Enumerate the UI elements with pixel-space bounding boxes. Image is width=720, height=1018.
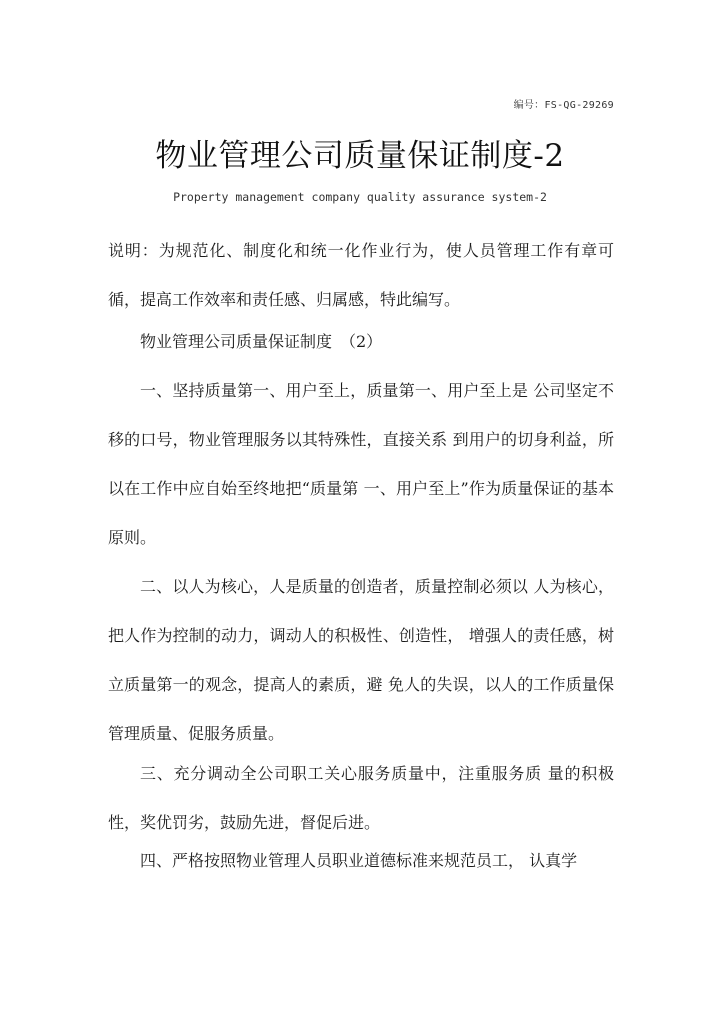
section-heading: 物业管理公司质量保证制度 （2） xyxy=(140,332,383,351)
intro-paragraph: 说明：为规范化、制度化和统一化作业行为，使人员管理工作有章可循，提高工作效率和责任感、归属感，特此编写。 xyxy=(108,241,614,309)
paragraph-3: 三、充分调动全公司职工关心服务质量中，注重服务质 量的积极性，奖优罚劣，鼓励先进，督促后进。 xyxy=(108,764,614,832)
document-subtitle: Property management company quality assurance system-2 xyxy=(173,190,547,204)
paragraph-2: 二、以人为核心，人是质量的创造者，质量控制必须以 人为核心，把人作为控制的动力，调动人的积极性、创造性， 增强人的责任感，树立质量第一的观念，提高人的素质，避 免人的失误，以人的工作质量保管理质量、促服务质量。 xyxy=(108,577,614,743)
document-number: 编号：FS-QG-29269 xyxy=(513,100,614,111)
paragraph-1: 一、坚持质量第一、用户至上，质量第一、用户至上是 公司坚定不移的口号，物业管理服务以其特殊性，直接关系 到用户的切身利益，所以在工作中应自始至终地把“质量第 一、用户至上”作为质量保证的基本原则。 xyxy=(108,381,614,547)
document-title: 物业管理公司质量保证制度-2 xyxy=(155,138,565,174)
paragraph-4: 四、严格按照物业管理人员职业道德标准来规范员工， 认真学 xyxy=(140,851,578,870)
